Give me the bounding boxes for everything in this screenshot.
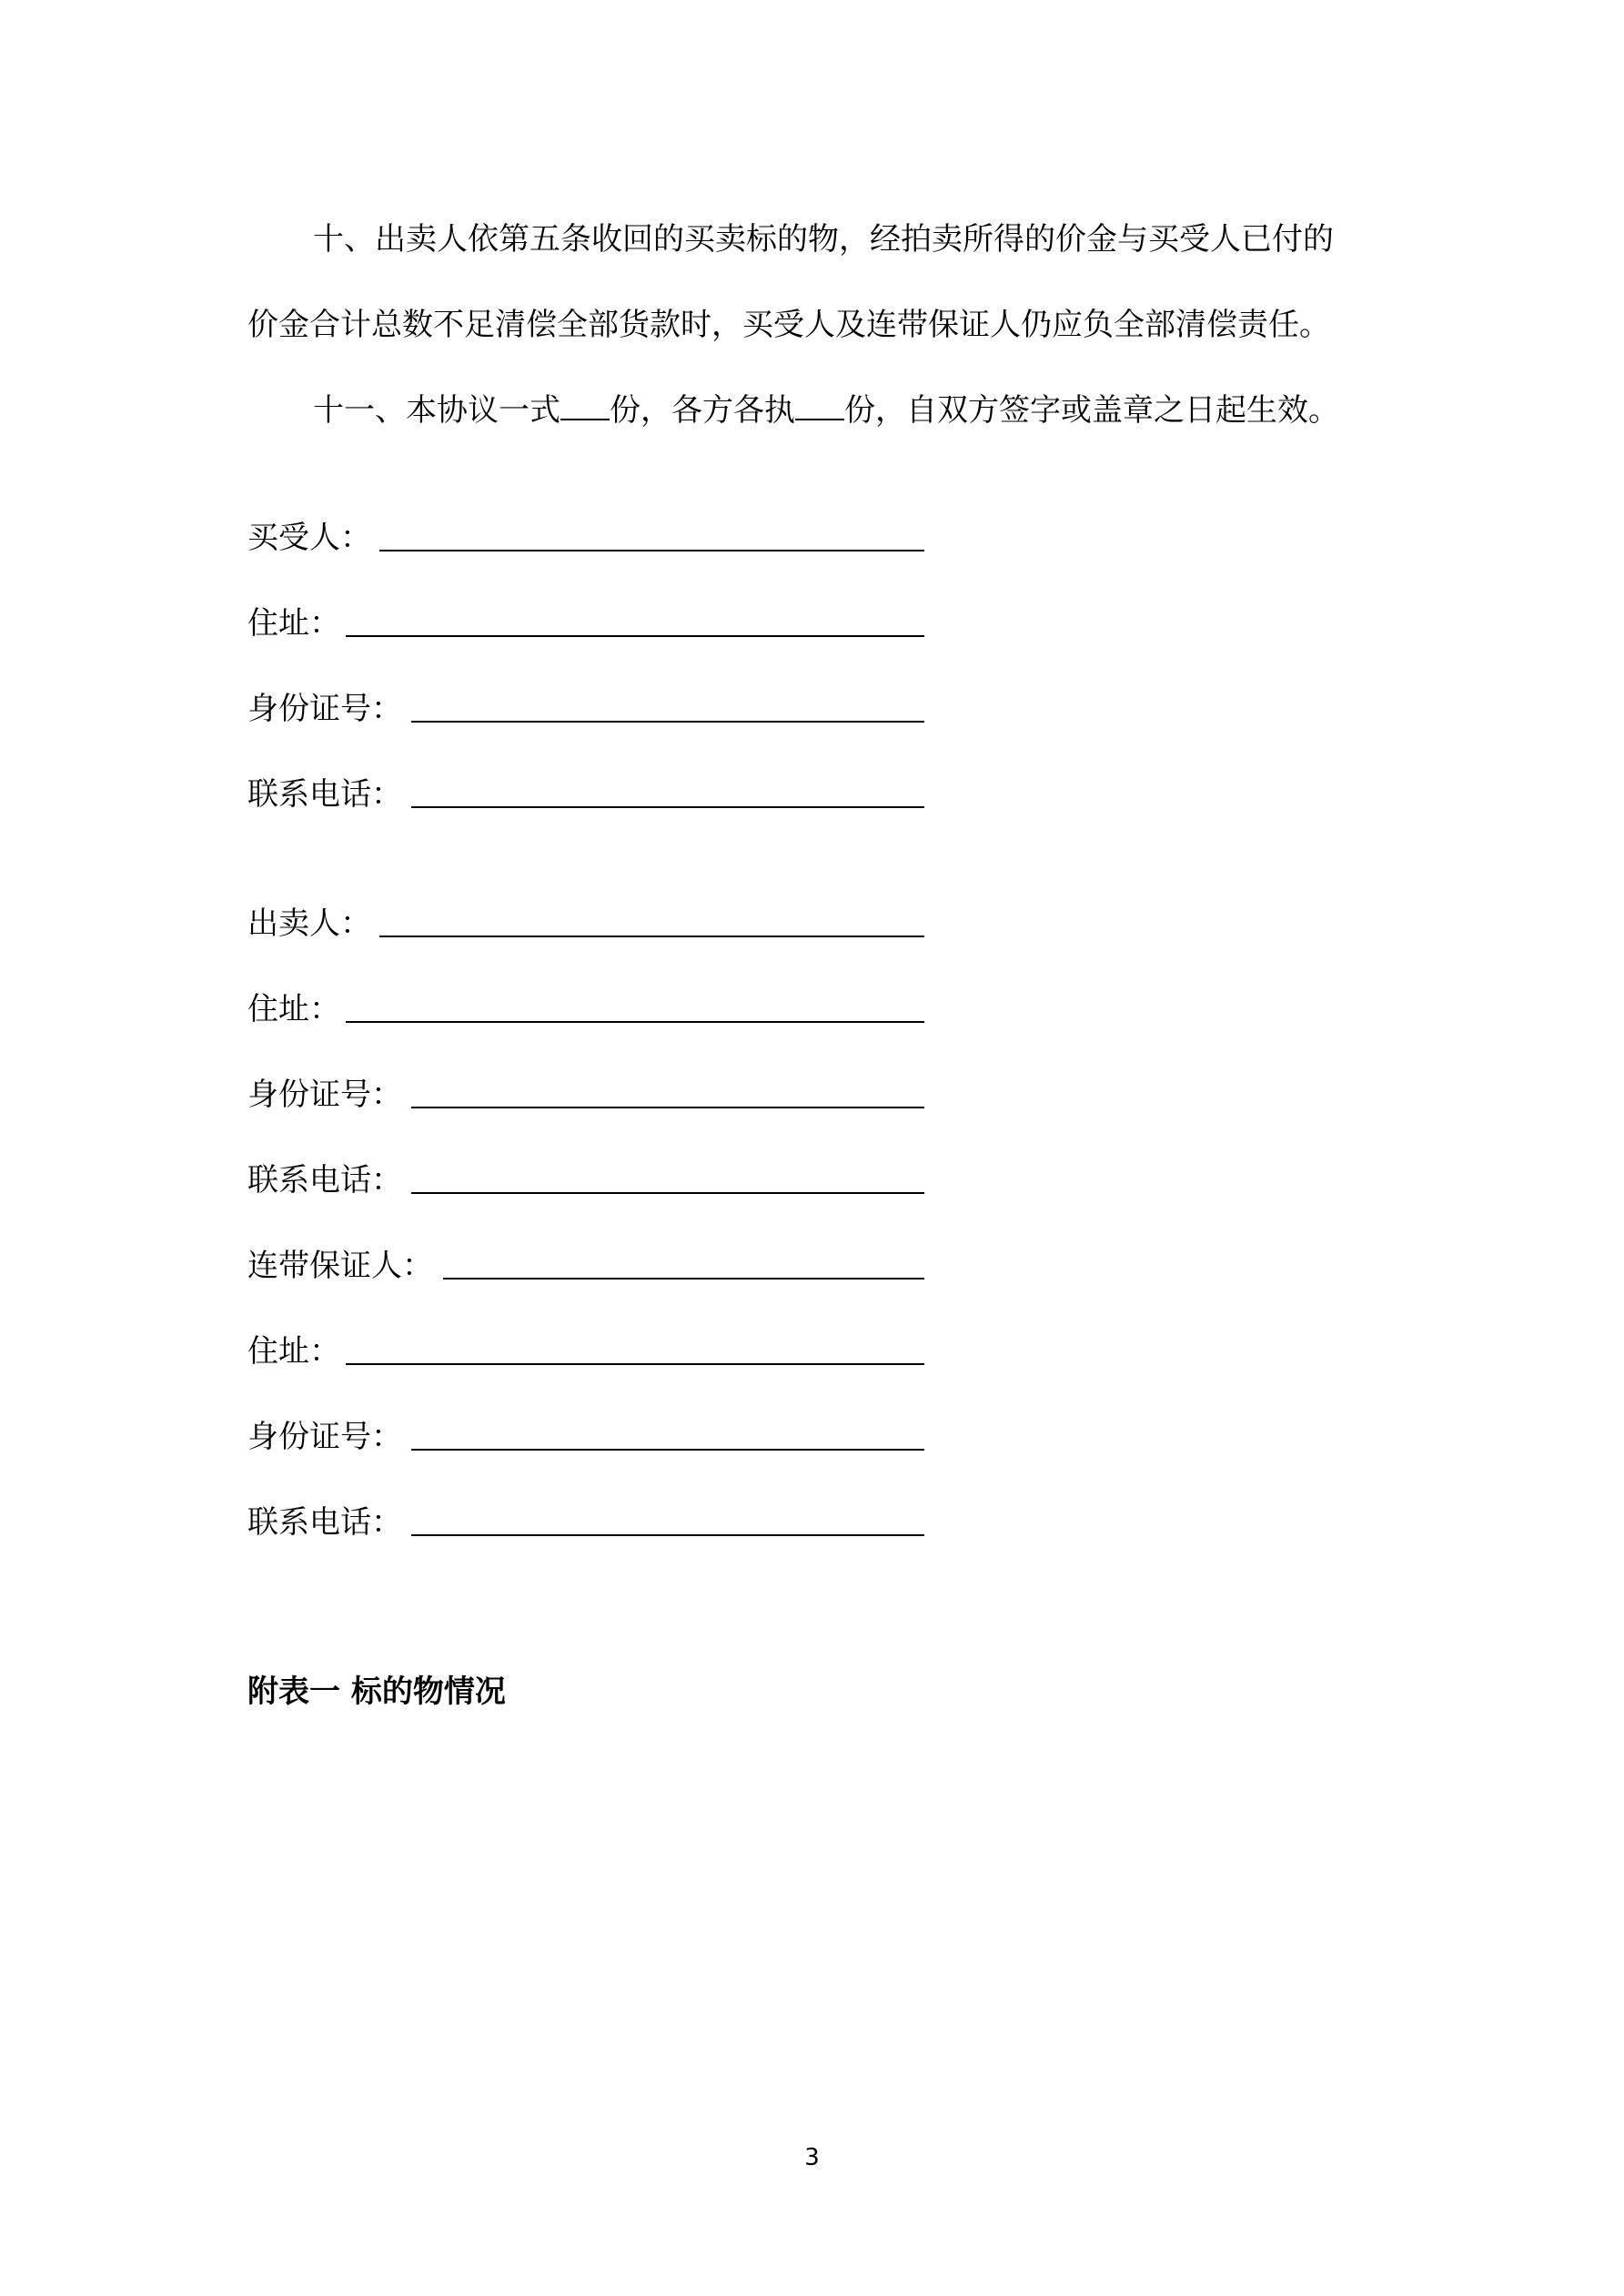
guarantor-phone-label: 联系电话： (247, 1504, 402, 1541)
appendix-title: 附表一 标的物情况 (247, 1674, 506, 1710)
seller-address-line[interactable] (346, 1021, 924, 1023)
guarantor-address-line[interactable] (346, 1363, 924, 1365)
guarantor-phone-line[interactable] (411, 1534, 924, 1536)
clause-11 (247, 389, 1450, 431)
copies-each-blank[interactable] (795, 391, 844, 420)
seller-id-line[interactable] (411, 1107, 924, 1108)
buyer-phone-label: 联系电话： (247, 776, 402, 813)
seller-address-label: 住址： (247, 991, 340, 1027)
guarantor-name-label: 连带保证人： (247, 1248, 433, 1284)
buyer-name-line[interactable] (379, 550, 924, 551)
buyer-phone-line[interactable] (411, 806, 924, 808)
clause-11-text-3: 份，自双方签字或盖章之日起生效。 (844, 392, 1339, 429)
seller-id-label: 身份证号： (247, 1077, 402, 1113)
clause-10-line-1: 十、出卖人依第五条收回的买卖标的物，经拍卖所得的价金与买受人已付的 (313, 221, 1334, 258)
seller-name-line[interactable] (379, 936, 924, 937)
clause-11-text-1: 十一、本协议一式 (313, 392, 560, 429)
buyer-id-label: 身份证号： (247, 691, 402, 727)
buyer-address-label: 住址： (247, 605, 340, 642)
guarantor-id-label: 身份证号： (247, 1419, 402, 1455)
clause-11-text-2: 份，各方各执 (610, 392, 795, 429)
clause-10-line-2: 价金合计总数不足清偿全部货款时，买受人及连带保证人仍应负全部清偿责任。 (247, 307, 1330, 343)
buyer-id-line[interactable] (411, 721, 924, 723)
seller-phone-label: 联系电话： (247, 1162, 402, 1199)
page-number: 3 (804, 2144, 820, 2171)
seller-name-label: 出卖人： (247, 905, 371, 942)
guarantor-address-label: 住址： (247, 1333, 340, 1370)
buyer-name-label: 买受人： (247, 520, 371, 556)
seller-phone-line[interactable] (411, 1192, 924, 1194)
copies-total-blank[interactable] (560, 391, 610, 420)
guarantor-name-line[interactable] (443, 1278, 924, 1279)
buyer-address-line[interactable] (346, 635, 924, 637)
guarantor-id-line[interactable] (411, 1449, 924, 1451)
